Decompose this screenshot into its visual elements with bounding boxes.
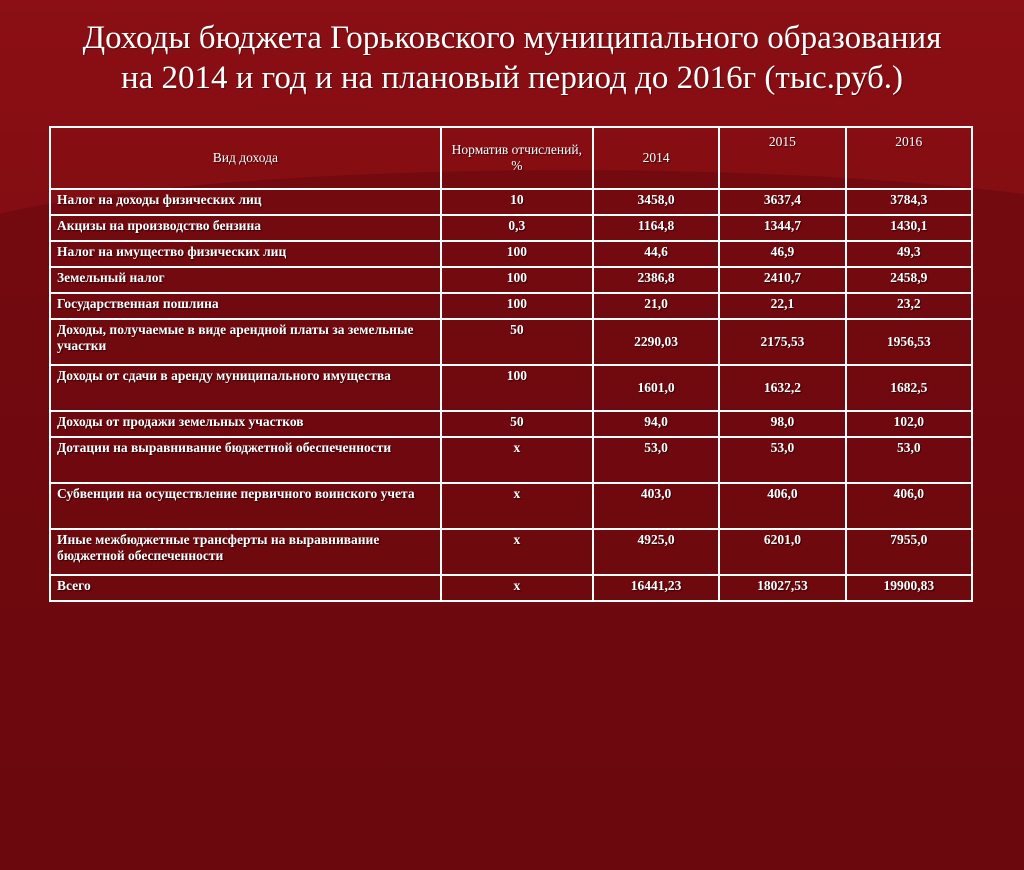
row-name: Всего <box>50 575 441 601</box>
row-2014: 4925,0 <box>593 529 719 575</box>
row-norm: 0,3 <box>441 215 593 241</box>
row-2015: 2175,53 <box>719 319 845 365</box>
row-norm: 100 <box>441 267 593 293</box>
row-2015: 6201,0 <box>719 529 845 575</box>
row-norm: 100 <box>441 365 593 411</box>
row-2014: 21,0 <box>593 293 719 319</box>
row-2016: 49,3 <box>846 241 972 267</box>
row-name: Доходы от сдачи в аренду муниципального имущества <box>50 365 441 411</box>
header-year-2016: 2016 <box>846 127 972 189</box>
row-2014: 2290,03 <box>593 319 719 365</box>
row-name: Акцизы на производство бензина <box>50 215 441 241</box>
row-2014: 16441,23 <box>593 575 719 601</box>
row-norm: 50 <box>441 319 593 365</box>
table-row <box>50 437 972 483</box>
row-norm: х <box>441 529 593 575</box>
row-2015: 46,9 <box>719 241 845 267</box>
row-2016: 1430,1 <box>846 215 972 241</box>
row-name: Доходы, получаемые в виде арендной платы за земельные участки <box>50 319 441 365</box>
slide-title-line-1: Доходы бюджета Горьковского муниципального образования <box>82 20 942 56</box>
header-year-2015: 2015 <box>719 127 845 189</box>
row-norm: 10 <box>441 189 593 215</box>
table-header-row <box>50 127 972 189</box>
row-2015: 53,0 <box>719 437 845 483</box>
row-2016: 7955,0 <box>846 529 972 575</box>
row-2015: 1632,2 <box>719 365 845 411</box>
row-norm: х <box>441 575 593 601</box>
table-row <box>50 267 972 293</box>
row-2016: 406,0 <box>846 483 972 529</box>
row-name: Дотации на выравнивание бюджетной обеспеченности <box>50 437 441 483</box>
table-row-total <box>50 575 972 601</box>
slide-title <box>0 18 1024 98</box>
row-name: Субвенции на осуществление первичного воинского учета <box>50 483 441 529</box>
row-norm: 100 <box>441 241 593 267</box>
table-row <box>50 483 972 529</box>
table-row <box>50 319 972 365</box>
row-2014: 94,0 <box>593 411 719 437</box>
row-2016: 1956,53 <box>846 319 972 365</box>
row-2015: 18027,53 <box>719 575 845 601</box>
row-2016: 2458,9 <box>846 267 972 293</box>
row-name: Иные межбюджетные трансферты на выравнивание бюджетной обеспеченности <box>50 529 441 575</box>
table-row <box>50 365 972 411</box>
table-row <box>50 529 972 575</box>
table-row <box>50 293 972 319</box>
row-2015: 98,0 <box>719 411 845 437</box>
row-2015: 3637,4 <box>719 189 845 215</box>
row-2016: 19900,83 <box>846 575 972 601</box>
row-norm: х <box>441 437 593 483</box>
row-2014: 44,6 <box>593 241 719 267</box>
row-2016: 23,2 <box>846 293 972 319</box>
row-name: Доходы от продажи земельных участков <box>50 411 441 437</box>
row-name: Земельный налог <box>50 267 441 293</box>
row-2014: 53,0 <box>593 437 719 483</box>
row-2016: 3784,3 <box>846 189 972 215</box>
row-norm: 100 <box>441 293 593 319</box>
row-2014: 1601,0 <box>593 365 719 411</box>
row-norm: х <box>441 483 593 529</box>
row-2016: 102,0 <box>846 411 972 437</box>
row-2015: 1344,7 <box>719 215 845 241</box>
slide-title-line-2: на 2014 и год и на плановый период до 2016г (тыс.руб.) <box>120 60 904 96</box>
row-2016: 53,0 <box>846 437 972 483</box>
row-name: Налог на имущество физических лиц <box>50 241 441 267</box>
table-row <box>50 189 972 215</box>
header-year-2014: 2014 <box>593 127 719 189</box>
table-row <box>50 241 972 267</box>
row-2014: 3458,0 <box>593 189 719 215</box>
row-2014: 403,0 <box>593 483 719 529</box>
table-row <box>50 411 972 437</box>
row-2015: 406,0 <box>719 483 845 529</box>
row-2016: 1682,5 <box>846 365 972 411</box>
row-2014: 1164,8 <box>593 215 719 241</box>
row-2015: 2410,7 <box>719 267 845 293</box>
table-row <box>50 215 972 241</box>
row-2014: 2386,8 <box>593 267 719 293</box>
budget-revenue-table <box>49 126 973 602</box>
row-name: Государственная пошлина <box>50 293 441 319</box>
header-norm-percent: Норматив отчислений, % <box>441 127 593 189</box>
row-2015: 22,1 <box>719 293 845 319</box>
row-name: Налог на доходы физических лиц <box>50 189 441 215</box>
row-norm: 50 <box>441 411 593 437</box>
header-revenue-type: Вид дохода <box>50 127 441 189</box>
